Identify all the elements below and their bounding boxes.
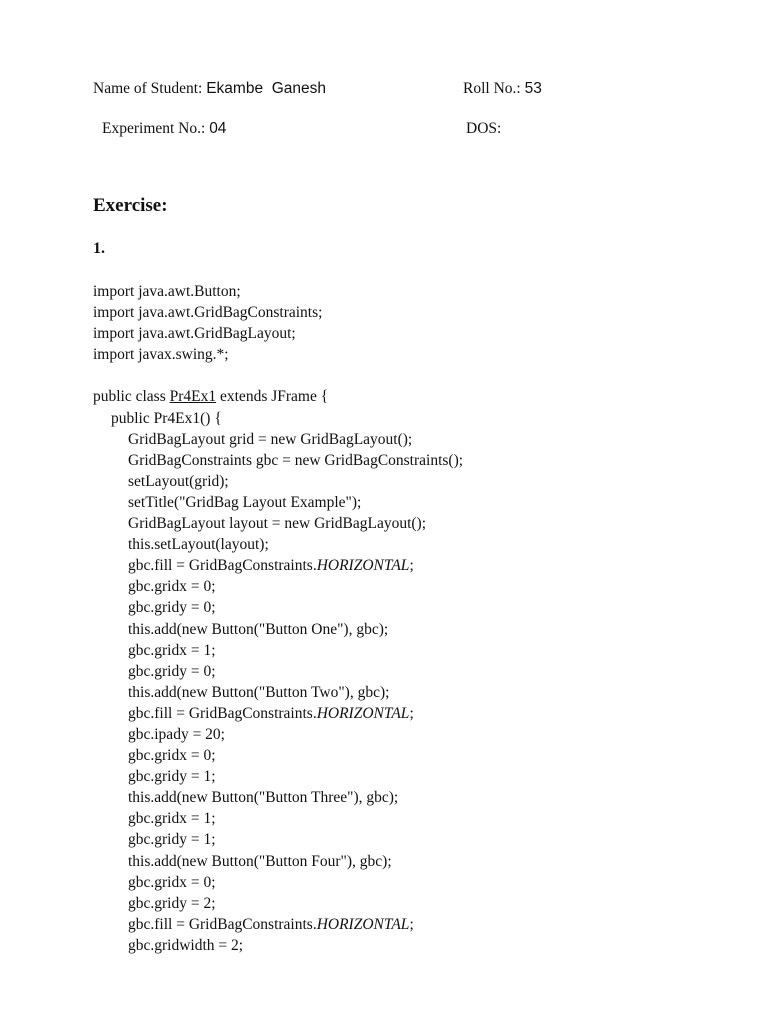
code-line-import: import java.awt.Button; <box>93 283 241 300</box>
code-text: gbc.gridy = 1; <box>128 831 216 849</box>
code-line <box>93 766 733 787</box>
code-text: gbc.fill = GridBagConstraints. <box>128 557 317 575</box>
code-line <box>93 872 733 893</box>
code-body <box>93 429 733 956</box>
code-line <box>93 745 733 766</box>
code-text: this.add(new Button("Button One"), gbc); <box>128 620 389 638</box>
code-text: GridBagLayout grid = new GridBagLayout(); <box>128 430 413 448</box>
code-text: setLayout(grid); <box>128 472 229 490</box>
student-name-field <box>93 80 326 98</box>
code-constant: HORIZONTAL <box>316 557 410 575</box>
experiment-number-value: 04 <box>209 120 227 137</box>
code-constant: HORIZONTAL <box>316 704 410 722</box>
code-line <box>93 703 733 724</box>
student-name-value: Ekambe Ganesh <box>206 80 326 97</box>
code-text: gbc.gridy = 0; <box>128 599 216 617</box>
code-line <box>93 597 733 618</box>
code-text: gbc.gridwidth = 2; <box>128 936 244 954</box>
dos-field <box>466 120 501 138</box>
code-line <box>93 808 733 829</box>
code-line <box>93 619 733 640</box>
code-text: this.add(new Button("Button Two"), gbc); <box>128 683 390 701</box>
code-text: gbc.gridx = 0; <box>128 578 216 596</box>
code-text: this.add(new Button("Button Four"), gbc); <box>128 852 392 870</box>
code-line <box>93 429 733 450</box>
dos-label: DOS: <box>466 120 502 137</box>
code-line-import: import java.awt.GridBagConstraints; <box>93 304 323 322</box>
code-line <box>93 576 733 597</box>
code-terminator: ; <box>409 557 414 575</box>
code-text: gbc.gridx = 0; <box>128 747 216 765</box>
code-text: gbc.gridx = 1; <box>128 641 216 659</box>
code-line <box>93 914 733 935</box>
code-line <box>93 534 733 555</box>
roll-number-field <box>463 80 542 98</box>
class-keyword-prefix: public class <box>93 388 170 406</box>
code-text: this.add(new Button("Button Three"), gbc); <box>128 789 399 807</box>
roll-number-value: 53 <box>524 80 542 97</box>
code-text: setTitle("GridBag Layout Example"); <box>128 493 362 511</box>
class-name: Pr4Ex1 <box>169 388 217 406</box>
code-line <box>93 893 733 914</box>
code-listing <box>93 281 733 956</box>
code-line <box>93 555 733 576</box>
class-extends-suffix: extends JFrame { <box>216 388 329 406</box>
experiment-number-label: Experiment No.: <box>102 120 206 137</box>
section-title: Exercise: <box>93 195 168 216</box>
code-line-constructor: public Pr4Ex1() { <box>111 409 222 427</box>
roll-number-label: Roll No.: <box>463 80 521 97</box>
code-text: gbc.gridx = 0; <box>128 873 216 891</box>
code-text: GridBagConstraints gbc = new GridBagConstraints(); <box>128 451 464 469</box>
code-terminator: ; <box>409 915 414 933</box>
code-text: gbc.gridy = 2; <box>128 894 216 912</box>
code-line-import: import java.awt.GridBagLayout; <box>93 325 296 343</box>
code-line <box>93 682 733 703</box>
code-line <box>93 935 733 956</box>
code-line-import: import javax.swing.*; <box>93 346 229 364</box>
code-constant: HORIZONTAL <box>316 915 410 933</box>
code-line <box>93 724 733 745</box>
code-line-class-declaration <box>93 386 733 407</box>
code-line <box>93 513 733 534</box>
code-line <box>93 492 733 513</box>
code-text: gbc.fill = GridBagConstraints. <box>128 915 317 933</box>
question-number: 1. <box>93 240 105 257</box>
code-text: gbc.gridy = 1; <box>128 768 216 786</box>
code-text: gbc.gridx = 1; <box>128 810 216 828</box>
code-line <box>93 787 733 808</box>
code-blank-line <box>93 365 733 386</box>
code-line <box>93 471 733 492</box>
code-text: this.setLayout(layout); <box>128 536 269 554</box>
code-terminator: ; <box>409 704 414 722</box>
code-line <box>93 661 733 682</box>
code-line <box>93 450 733 471</box>
code-text: GridBagLayout layout = new GridBagLayout(); <box>128 515 427 533</box>
code-line <box>93 829 733 850</box>
code-line <box>93 851 733 872</box>
code-line <box>93 640 733 661</box>
experiment-number-field <box>102 120 226 138</box>
code-text: gbc.ipady = 20; <box>128 725 225 743</box>
code-text: gbc.fill = GridBagConstraints. <box>128 704 317 722</box>
code-text: gbc.gridy = 0; <box>128 662 216 680</box>
student-name-label: Name of Student: <box>93 80 203 97</box>
